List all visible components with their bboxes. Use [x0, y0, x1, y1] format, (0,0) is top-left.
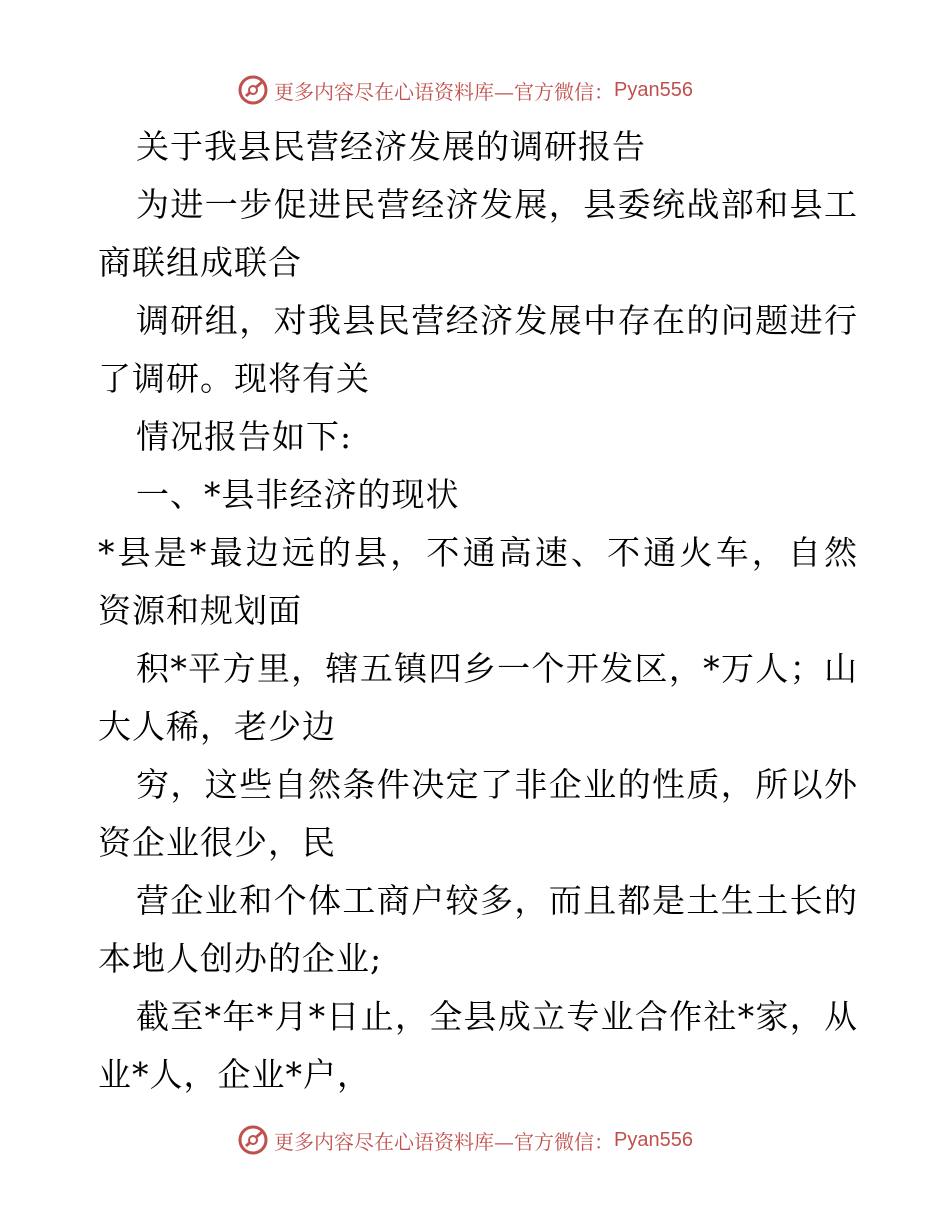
header-watermark — [236, 72, 693, 108]
text-line: 调研组，对我县民营经济发展中存在的问题进行 — [136, 301, 858, 340]
text-line: 了调研。现将有关 — [98, 359, 370, 398]
section-heading: 一、*县非经济的现状 — [136, 475, 460, 514]
watermark-logo-icon — [236, 73, 270, 107]
watermark-wechat-id: Pyan556 — [614, 1128, 693, 1151]
watermark-logo-icon — [236, 1123, 270, 1157]
document-body — [98, 118, 858, 1104]
text-line: 穷，这些自然条件决定了非企业的性质，所以外 — [136, 765, 858, 804]
text-line: 为进一步促进民营经济发展，县委统战部和县工 — [136, 185, 858, 224]
text-line: 截至*年*月*日止，全县成立专业合作社*家，从 — [136, 997, 858, 1036]
text-line: *县是*最边远的县，不通高速、不通火车，自然 — [98, 533, 858, 572]
text-line: 大人稀，老少边 — [98, 707, 336, 746]
footer-watermark — [236, 1122, 693, 1158]
text-line: 资企业很少，民 — [98, 823, 336, 862]
text-line: 业*人，企业*户， — [98, 1055, 371, 1094]
text-line: 营企业和个体工商户较多，而且都是土生土长的 — [136, 881, 858, 920]
watermark-wechat-id: Pyan556 — [614, 78, 693, 101]
document-title: 关于我县民营经济发展的调研报告 — [136, 127, 646, 166]
watermark-text: 更多内容尽在心语资料库—官方微信： — [274, 1129, 614, 1154]
text-line: 积*平方里，辖五镇四乡一个开发区，*万人；山 — [136, 649, 858, 688]
text-line: 商联组成联合 — [98, 243, 302, 282]
watermark-text: 更多内容尽在心语资料库—官方微信： — [274, 79, 614, 104]
text-line: 本地人创办的企业; — [98, 939, 383, 978]
text-line: 情况报告如下: — [136, 417, 353, 456]
text-line: 资源和规划面 — [98, 591, 302, 630]
